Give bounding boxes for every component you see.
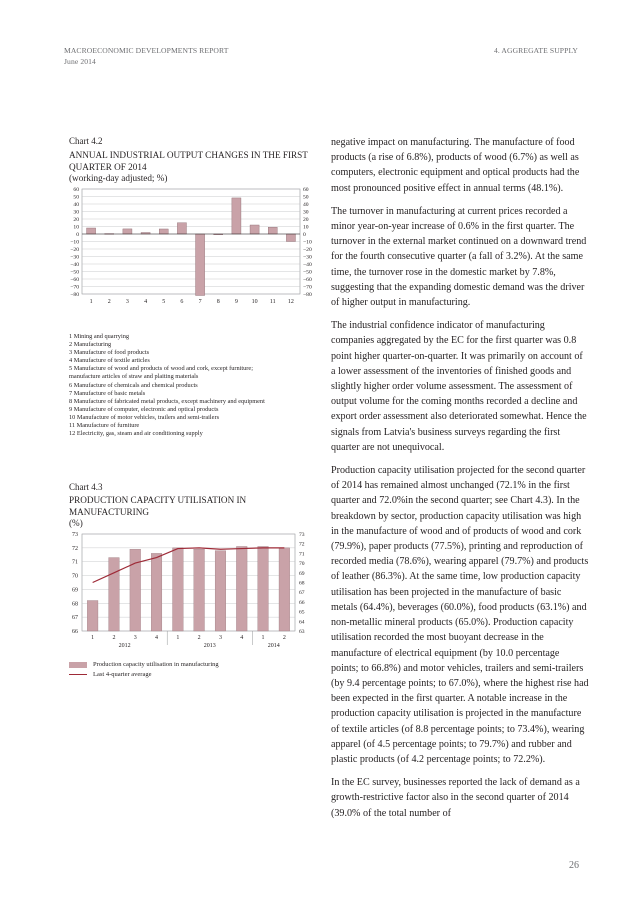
y-tick-label-left: −10 bbox=[70, 239, 79, 246]
y-tick-label-right: 20 bbox=[303, 217, 309, 223]
bar bbox=[268, 227, 277, 234]
legend-entry: 4 Manufacture of textile articles bbox=[69, 357, 150, 365]
x-tick-label: 12 bbox=[287, 299, 294, 305]
y-tick-label-right: 71 bbox=[299, 551, 305, 558]
y-tick-label-right: −50 bbox=[303, 269, 312, 276]
chart-4-2-label: Chart 4.2 bbox=[69, 136, 103, 146]
y-tick-label-left: −40 bbox=[70, 262, 79, 268]
y-tick-label-left: 30 bbox=[73, 209, 79, 216]
y-tick-label-right: −60 bbox=[303, 277, 312, 283]
bar bbox=[173, 548, 184, 631]
legend-entry: 7 Manufacture of basic metals bbox=[69, 389, 146, 397]
bar bbox=[151, 553, 162, 631]
bar bbox=[109, 558, 120, 631]
legend-entry: 5 Manufacture of wood and products of wood and cork, except furniture; bbox=[69, 365, 253, 373]
chart-4-2-legend bbox=[69, 333, 369, 438]
x-tick-label: 4 bbox=[155, 635, 159, 641]
x-tick-label: 2 bbox=[282, 635, 286, 641]
y-tick-label-right: −70 bbox=[303, 284, 312, 291]
y-tick-label-right: 30 bbox=[303, 209, 309, 216]
y-tick-label-left: 0 bbox=[76, 232, 79, 238]
y-tick-label-right: 73 bbox=[299, 532, 305, 538]
chart-4-3-legend bbox=[69, 660, 219, 679]
y-tick-label-left: 66 bbox=[72, 629, 78, 635]
chart-4-3-unit: (%) bbox=[69, 518, 83, 528]
x-tick-label: 2 bbox=[112, 635, 116, 641]
y-tick-label-right: 40 bbox=[303, 202, 309, 208]
chart-4-3-title bbox=[69, 495, 299, 530]
x-tick-label: 1 bbox=[176, 635, 180, 641]
y-tick-label-left: −20 bbox=[70, 247, 79, 253]
y-tick-label-left: 68 bbox=[72, 601, 78, 608]
y-tick-label-right: 50 bbox=[303, 194, 309, 201]
body-text-column bbox=[331, 135, 589, 821]
y-tick-label-right: −40 bbox=[303, 262, 312, 268]
bar bbox=[177, 223, 186, 234]
bar bbox=[130, 549, 141, 631]
y-tick-label-right: 10 bbox=[303, 224, 309, 231]
legend-entry: 10 Manufacture of motor vehicles, trailers and semi-trailers bbox=[69, 413, 220, 421]
bar bbox=[215, 551, 226, 631]
bar bbox=[258, 546, 269, 631]
chart-4-3 bbox=[62, 528, 332, 660]
y-tick-label-right: 70 bbox=[299, 561, 305, 568]
x-tick-label: 6 bbox=[180, 299, 184, 305]
y-tick-label-left: 40 bbox=[73, 202, 79, 208]
bar bbox=[250, 225, 259, 234]
y-tick-label-right: 67 bbox=[299, 590, 305, 597]
y-tick-label-left: 71 bbox=[72, 559, 78, 566]
paragraph: The industrial confidence indicator of manufacturing companies aggregated by the EC for the first quarter was 0.8 point higher quarter-on-quarter. It was primarily on account of a lower assessment of the inventories of finished goods and slightly higher order volume assessment. The assessment of output volume for the coming months recorded a decline and export order assessment also deteriorated somewhat. Hence the signals from Latvia's business surveys regarding the first quarter are not unequivocal. bbox=[331, 320, 587, 453]
x-tick-label: 1 bbox=[91, 635, 95, 641]
y-tick-label-right: −20 bbox=[303, 247, 312, 253]
running-header-left bbox=[64, 45, 228, 67]
x-year-label: 2012 bbox=[118, 643, 131, 649]
y-tick-label-left: 10 bbox=[73, 224, 79, 231]
running-header-right: 4. AGGREGATE SUPPLY bbox=[493, 46, 578, 55]
x-tick-label: 8 bbox=[216, 299, 220, 305]
legend-entry: 3 Manufacture of food products bbox=[69, 349, 150, 357]
y-tick-label-left: 60 bbox=[73, 187, 79, 193]
x-tick-label: 3 bbox=[133, 635, 137, 641]
y-tick-label-left: 70 bbox=[72, 573, 78, 580]
legend-bar-swatch bbox=[69, 662, 87, 668]
y-tick-label-right: 68 bbox=[299, 580, 305, 587]
paragraph: In the EC survey, businesses reported the lack of demand as a growth-restrictive factor also in the second quarter of 2014 (39.0% of the total number of bbox=[331, 777, 580, 819]
x-tick-label: 5 bbox=[162, 299, 166, 305]
y-tick-label-right: 72 bbox=[299, 541, 305, 548]
bar bbox=[87, 601, 98, 631]
x-tick-label: 3 bbox=[125, 299, 129, 305]
bar bbox=[194, 549, 205, 631]
y-tick-label-left: −80 bbox=[70, 292, 79, 298]
legend-line-swatch bbox=[69, 674, 87, 675]
paragraph: Production capacity utilisation projected for the second quarter of 2014 has remained almost unchanged (72.1% in the first quarter and 72.0%in the second quarter; see Chart 4.3). In the breakdown by sector, production capacity utilisation was high in the manufacture of wood and of products of wood and cork (79.9%), paper products (77.5%), printing and reproduction of recorded media (78.6%), wearing apparel (79.7%) and products of leather (86.3%). At the same time, low production capacity utilisation has been projected in the manufacture of basic metals (64.4%), beverages (60.0%), food products (63.1%) and non-metallic mineral products (65.0%). Production capacity utilisation recorded the most buoyant decrease in the manufacture of electrical equipment (by 10.0 percentage points; to 66.8%) and motor vehicles, trailers and semi-trailers (by 9.4 percentage points; to 67.0%), where the highest rise had been expected in the first quarter. A notable increase in the production capacity utilisation is projected in the manufacture of textile articles (of 8.8 percentage points; to 73.4%), wearing apparel (of 4.5 percentage points; to 79.7%) and rubber and plastic products (of 4.2 percentage points; to 72.2%). bbox=[331, 465, 589, 765]
legend-bar-label: Production capacity utilisation in manufacturing bbox=[93, 661, 219, 668]
paragraph: The turnover in manufacturing at current prices recorded a minor year-on-year increase of 0.6% in the first quarter. The turnover in the external market continued on a downward trend for the fourth consecutive quarter (a fall of 3.2%). At the same time, the turnover rose in the domestic market by 7.8%, suggesting that the expanding domestic demand was the driver of higher output in manufacturing. bbox=[331, 205, 587, 309]
y-tick-label-right: 64 bbox=[299, 619, 305, 626]
chart-4-3-title-text: PRODUCTION CAPACITY UTILISATION IN MANUFACTURING bbox=[69, 495, 247, 517]
y-tick-label-left: −30 bbox=[70, 254, 79, 261]
bar bbox=[279, 548, 290, 631]
x-tick-label: 1 bbox=[89, 299, 93, 305]
y-tick-label-right: 66 bbox=[299, 599, 305, 606]
chart-4-2-unit: (working-day adjusted; %) bbox=[69, 173, 168, 183]
report-date: June 2014 bbox=[64, 57, 96, 66]
y-tick-label-left: 72 bbox=[72, 545, 78, 552]
y-tick-label-left: 69 bbox=[72, 587, 78, 594]
chart-4-3-label: Chart 4.3 bbox=[69, 482, 103, 492]
x-tick-label: 2 bbox=[107, 299, 111, 305]
y-tick-label-right: 0 bbox=[303, 232, 306, 238]
bar bbox=[196, 234, 205, 296]
x-year-label: 2013 bbox=[203, 643, 216, 649]
y-tick-label-left: −60 bbox=[70, 277, 79, 283]
legend-item-bar bbox=[69, 660, 219, 670]
line-series bbox=[93, 548, 285, 583]
x-tick-label: 2 bbox=[197, 635, 201, 641]
bar bbox=[123, 229, 132, 234]
chart-4-2-title-text: ANNUAL INDUSTRIAL OUTPUT CHANGES IN THE FIRST QUARTER OF 2014 bbox=[69, 150, 308, 172]
y-tick-label-left: 20 bbox=[73, 217, 79, 223]
y-tick-label-right: 60 bbox=[303, 187, 309, 193]
y-tick-label-left: 73 bbox=[72, 532, 78, 538]
y-tick-label-right: 69 bbox=[299, 570, 305, 577]
paragraph: negative impact on manufacturing. The manufacture of food products (a rise of 6.8%), products of wood (6.7%) as well as computers, electronic equipment and optical products had the most pronounced positive effect in annual terms (48.1%). bbox=[331, 137, 580, 194]
chart-4-2-title bbox=[69, 150, 314, 185]
y-tick-label-left: 67 bbox=[72, 615, 78, 622]
legend-entry: 9 Manufacture of computer, electronic and optical products bbox=[69, 405, 219, 413]
page-number: 26 bbox=[569, 860, 579, 871]
legend-entry: 2 Manufacturing bbox=[69, 341, 112, 349]
x-tick-label: 7 bbox=[198, 299, 202, 305]
legend-item-line bbox=[69, 670, 219, 680]
bar bbox=[232, 198, 241, 234]
y-tick-label-left: −70 bbox=[70, 284, 79, 291]
legend-entry: 1 Mining and quarrying bbox=[69, 333, 129, 340]
y-tick-label-right: −80 bbox=[303, 292, 312, 298]
x-tick-label: 3 bbox=[218, 635, 222, 641]
x-year-label: 2014 bbox=[267, 643, 280, 649]
y-tick-label-right: −30 bbox=[303, 254, 312, 261]
legend-line-label: Last 4-quarter average bbox=[93, 670, 152, 678]
report-title: MACROECONOMIC DEVELOPMENTS REPORT bbox=[64, 46, 229, 55]
bar bbox=[87, 228, 96, 234]
legend-entry: manufacture articles of straw and plaiting materials bbox=[69, 373, 199, 381]
x-tick-label: 9 bbox=[234, 299, 238, 305]
y-tick-label-right: −10 bbox=[303, 239, 312, 246]
x-tick-label: 1 bbox=[261, 635, 265, 641]
x-tick-label: 10 bbox=[251, 299, 258, 305]
x-tick-label: 4 bbox=[144, 299, 148, 305]
bar bbox=[286, 234, 295, 242]
legend-entry: 6 Manufacture of chemicals and chemical products bbox=[69, 381, 198, 389]
y-tick-label-right: 65 bbox=[299, 609, 305, 616]
y-tick-label-left: 50 bbox=[73, 194, 79, 201]
x-tick-label: 4 bbox=[240, 635, 244, 641]
y-tick-label-right: 63 bbox=[299, 629, 305, 635]
legend-entry: 12 Electricity, gas, steam and air conditioning supply bbox=[69, 430, 203, 438]
legend-entry: 11 Manufacture of furniture bbox=[69, 422, 140, 430]
bar bbox=[236, 546, 247, 631]
y-tick-label-left: −50 bbox=[70, 269, 79, 276]
bar bbox=[159, 229, 168, 234]
x-tick-label: 11 bbox=[269, 299, 276, 305]
legend-entry: 8 Manufacture of fabricated metal products, except machinery and equipment bbox=[69, 397, 265, 405]
chart-4-2 bbox=[62, 183, 332, 333]
